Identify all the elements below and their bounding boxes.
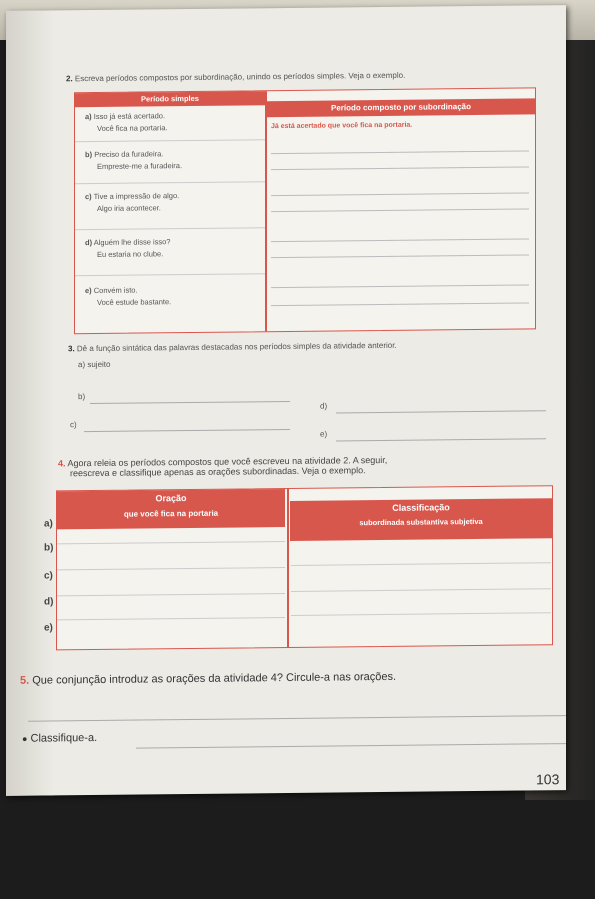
q3-label-c: c) [70,420,77,430]
q4-instruction-line1: Agora releia os períodos compostos que você escreveu na atividade 2. A seguir, [67,454,388,469]
q4-classificacao-header: Classificação [392,502,450,513]
q2-instruction: Escreva períodos compostos por subordinação, unindo os períodos simples. Veja o exemplo. [74,70,406,84]
q2-item-b-letter: b) [85,150,93,160]
q2-table [74,87,536,334]
q2-item-b-line1: Preciso da furadeira. [94,149,164,160]
q5-heading [20,669,560,687]
q4-instruction-line2: reescreva e classifique apenas as orações subordinadas. Veja o exemplo. [70,465,366,479]
q2-item-e-letter: e) [85,286,92,296]
q2-table-divider [265,91,267,331]
q3-line-b[interactable] [90,401,290,404]
q2-item-a-letter: a) [85,112,92,122]
q2-left-header: Período simples [75,91,265,107]
q4-row-line [57,593,285,596]
textbook-page [6,5,566,796]
q3-instruction: Dê a função sintática das palavras destacadas nos períodos simples da atividade anterior. [76,340,397,354]
q2-item-d-line2: Eu estaria no clube. [97,249,164,259]
q5-bullet-text: Classifique-a. [30,731,98,745]
q2-item-d-letter: d) [85,238,93,248]
q4-row-line [57,617,285,620]
q4-row-line [291,612,551,616]
q2-item-e-line2: Você estude bastante. [97,297,172,307]
q2-item-c-line1: Tive a impressão de algo. [93,191,180,202]
q2-answer-line[interactable] [271,254,529,258]
q5-answer-line[interactable] [28,715,566,722]
q2-right-header: Período composto por subordinação [267,98,535,117]
bullet-icon: ● [22,733,28,744]
q3-label-d: d) [320,401,328,411]
q4-example-oracao: que você fica na portaria [123,508,219,519]
q4-heading [58,453,566,478]
q2-item-a-line1: Isso já está acertado. [93,111,166,122]
q4-letter-c: c) [44,570,53,582]
q4-right-header [290,498,552,541]
q2-answer-line[interactable] [271,302,529,306]
q2-item-e [85,284,171,309]
q4-row-line [57,567,285,570]
q2-item-d-line1: Alguém lhe disse isso? [93,237,171,248]
q2-item-a-line2: Você fica na portaria. [97,123,168,133]
page-number: 103 [536,771,560,788]
q2-number: 2. [66,74,73,84]
q3-label-b: b) [78,392,86,402]
q4-left-header [57,489,285,529]
q3-line-c[interactable] [84,429,290,432]
q2-answer-line[interactable] [271,238,529,242]
q2-item-e-line1: Convém isto. [93,285,138,296]
q2-row-divider [75,227,265,230]
q2-item-a [85,110,167,135]
q2-row-divider [75,139,265,142]
q2-answer-line[interactable] [271,192,529,196]
q2-item-d [85,236,170,261]
q4-letter-d: d) [44,596,54,608]
q4-table [56,485,553,650]
q2-item-b-line2: Empreste-me a furadeira. [97,161,183,171]
q4-table-divider [287,489,289,647]
q4-row-line [291,588,551,592]
q4-letter-b: b) [44,542,54,554]
q4-row-line [291,562,551,566]
q4-letter-a: a) [44,518,53,530]
q4-row-line [57,541,285,544]
q3-answer-a: a) sujeito [78,359,111,370]
q2-answer-line[interactable] [271,208,529,212]
q2-answer-line[interactable] [271,150,529,154]
q5-bullet [22,732,97,745]
q2-item-c [85,190,179,215]
q5-classify-line[interactable] [136,743,566,749]
q3-line-d[interactable] [336,410,546,413]
q3-number: 3. [68,344,75,354]
q2-heading [66,69,546,83]
q3-label-e: e) [320,429,328,439]
q2-answer-line[interactable] [271,284,529,288]
q4-example-classificacao: subordinada substantiva subjetiva [359,516,483,528]
q2-answer-line[interactable] [271,166,529,170]
q2-example-answer: Já está acertado que você fica na portaria. [271,121,413,131]
q2-row-divider [75,181,265,184]
q2-row-divider [75,273,265,276]
q3-line-e[interactable] [336,438,546,441]
q3-heading [68,339,566,353]
q4-letter-e: e) [44,622,53,634]
q5-instruction: Que conjunção introduz as orações da atividade 4? Circule-a nas orações. [32,670,397,687]
q4-number: 4. [58,458,66,469]
q2-item-b [85,148,182,173]
q4-oracao-header: Oração [155,493,187,504]
q2-item-c-letter: c) [85,192,92,202]
q5-number: 5. [20,674,30,687]
q2-item-c-line2: Algo iria acontecer. [97,203,161,213]
